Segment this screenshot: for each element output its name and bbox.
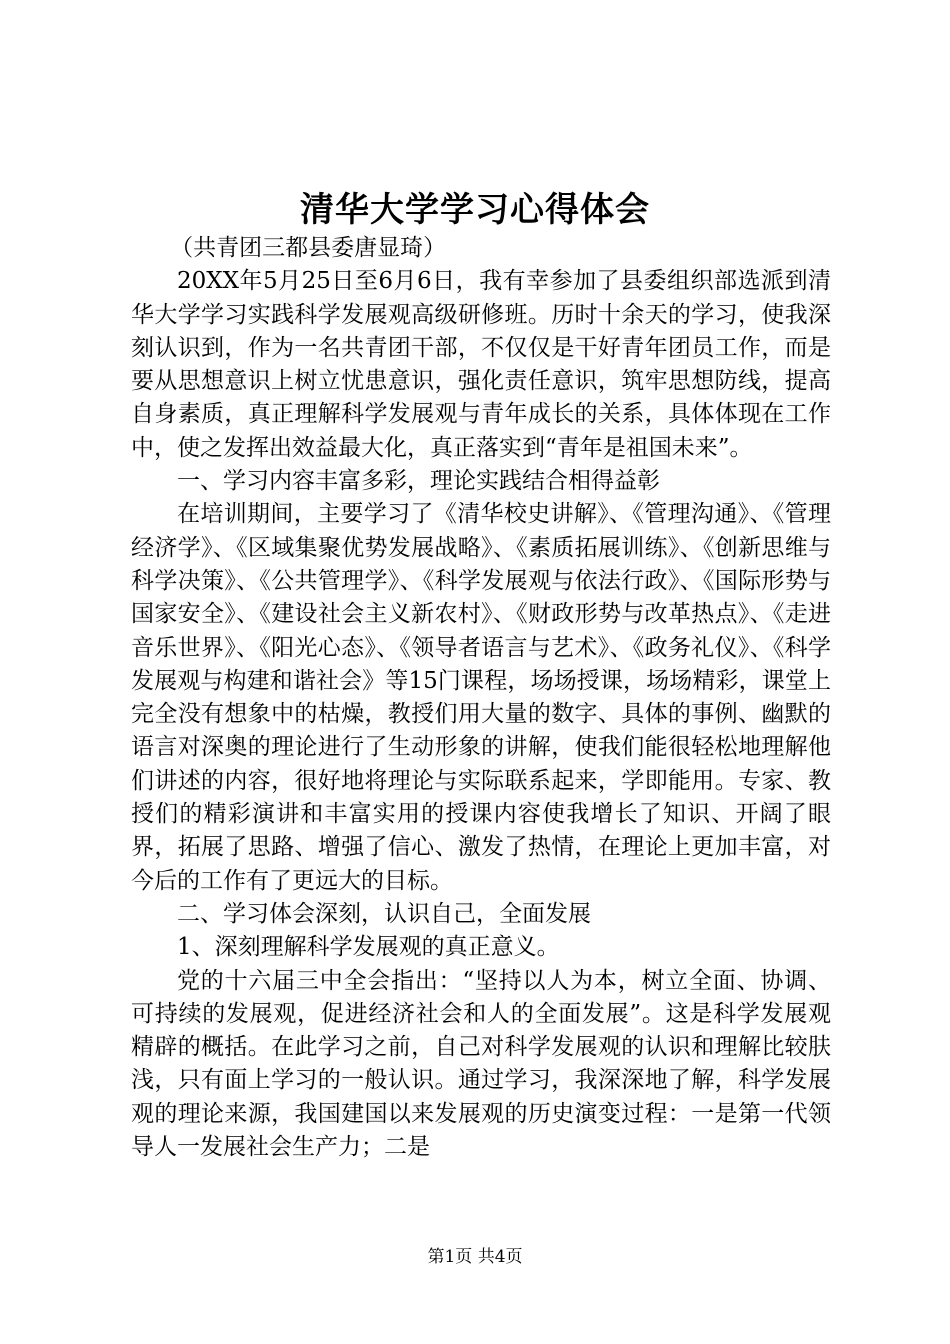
section-heading-1: 一、学习内容丰富多彩，理论实践结合相得益彰: [177, 468, 660, 495]
section-heading-2: 二、学习体会深刻，认识自己，全面发展: [177, 900, 591, 927]
document-title: 清华大学学习心得体会: [300, 190, 650, 230]
paragraph-scientific-development: 党的十六届三中全会指出：“坚持以人为本，树立全面、协调、可持续的发展观，促进经济社会和人的全面发展”。这是科学发展观精辟的概括。在此学习之前，自己对科学发展观的认识和理解比较肤浅，只有面上学习的一般认识。通过学习，我深深地了解，科学发展观的理论来源，我国建国以来发展观的历史演变过程：一是第一代领导人一发展社会生产力；二是: [131, 967, 831, 1161]
document-body: [131, 232, 831, 1164]
author-line: （共青团三都县委唐显琦）: [170, 235, 447, 261]
paragraph-intro: 20XX年5月25日至6月6日，我有幸参加了县委组织部选派到清华大学学习实践科学发展观高级研修班。历时十余天的学习，使我深刻认识到，作为一名共青团干部，不仅仅是干好青年团员工作，而是要从思想意识上树立忧患意识，强化责任意识，筑牢思想防线，提高自身素质，真正理解科学发展观与青年成长的关系，具体体现在工作中，使之发挥出效益最大化，真正落实到“青年是祖国未来”。: [131, 268, 831, 461]
page-footer: 第1页 共4页: [427, 1247, 523, 1267]
paragraph-courses: 在培训期间，主要学习了《清华校史讲解》、《管理沟通》、《管理经济学》、《区域集聚优势发展战略》、《素质拓展训练》、《创新思维与科学决策》、《公共管理学》、《科学发展观与依法行政》、《国际形势与国家安全》、《建设社会主义新农村》、《财政形势与改革热点》、《走进音乐世界》、《阳光心态》、《领导者语言与艺术》、《政务礼仪》、《科学发展观与构建和谐社会》等15门课程，场场授课，场场精彩，课堂上完全没有想象中的枯燥，教授们用大量的数字、具体的事例、幽默的语言对深奥的理论进行了生动形象的讲解，使我们能很轻松地理解他们讲述的内容，很好地将理论与实际联系起来，学即能用。专家、教授们的精彩演讲和丰富实用的授课内容使我增长了知识、开阔了眼界，拓展了思路、增强了信心、激发了热情，在理论上更加丰富，对今后的工作有了更远大的目标。: [131, 501, 831, 894]
subsection-heading-1: 1、深刻理解科学发展观的真正意义。: [177, 934, 560, 961]
